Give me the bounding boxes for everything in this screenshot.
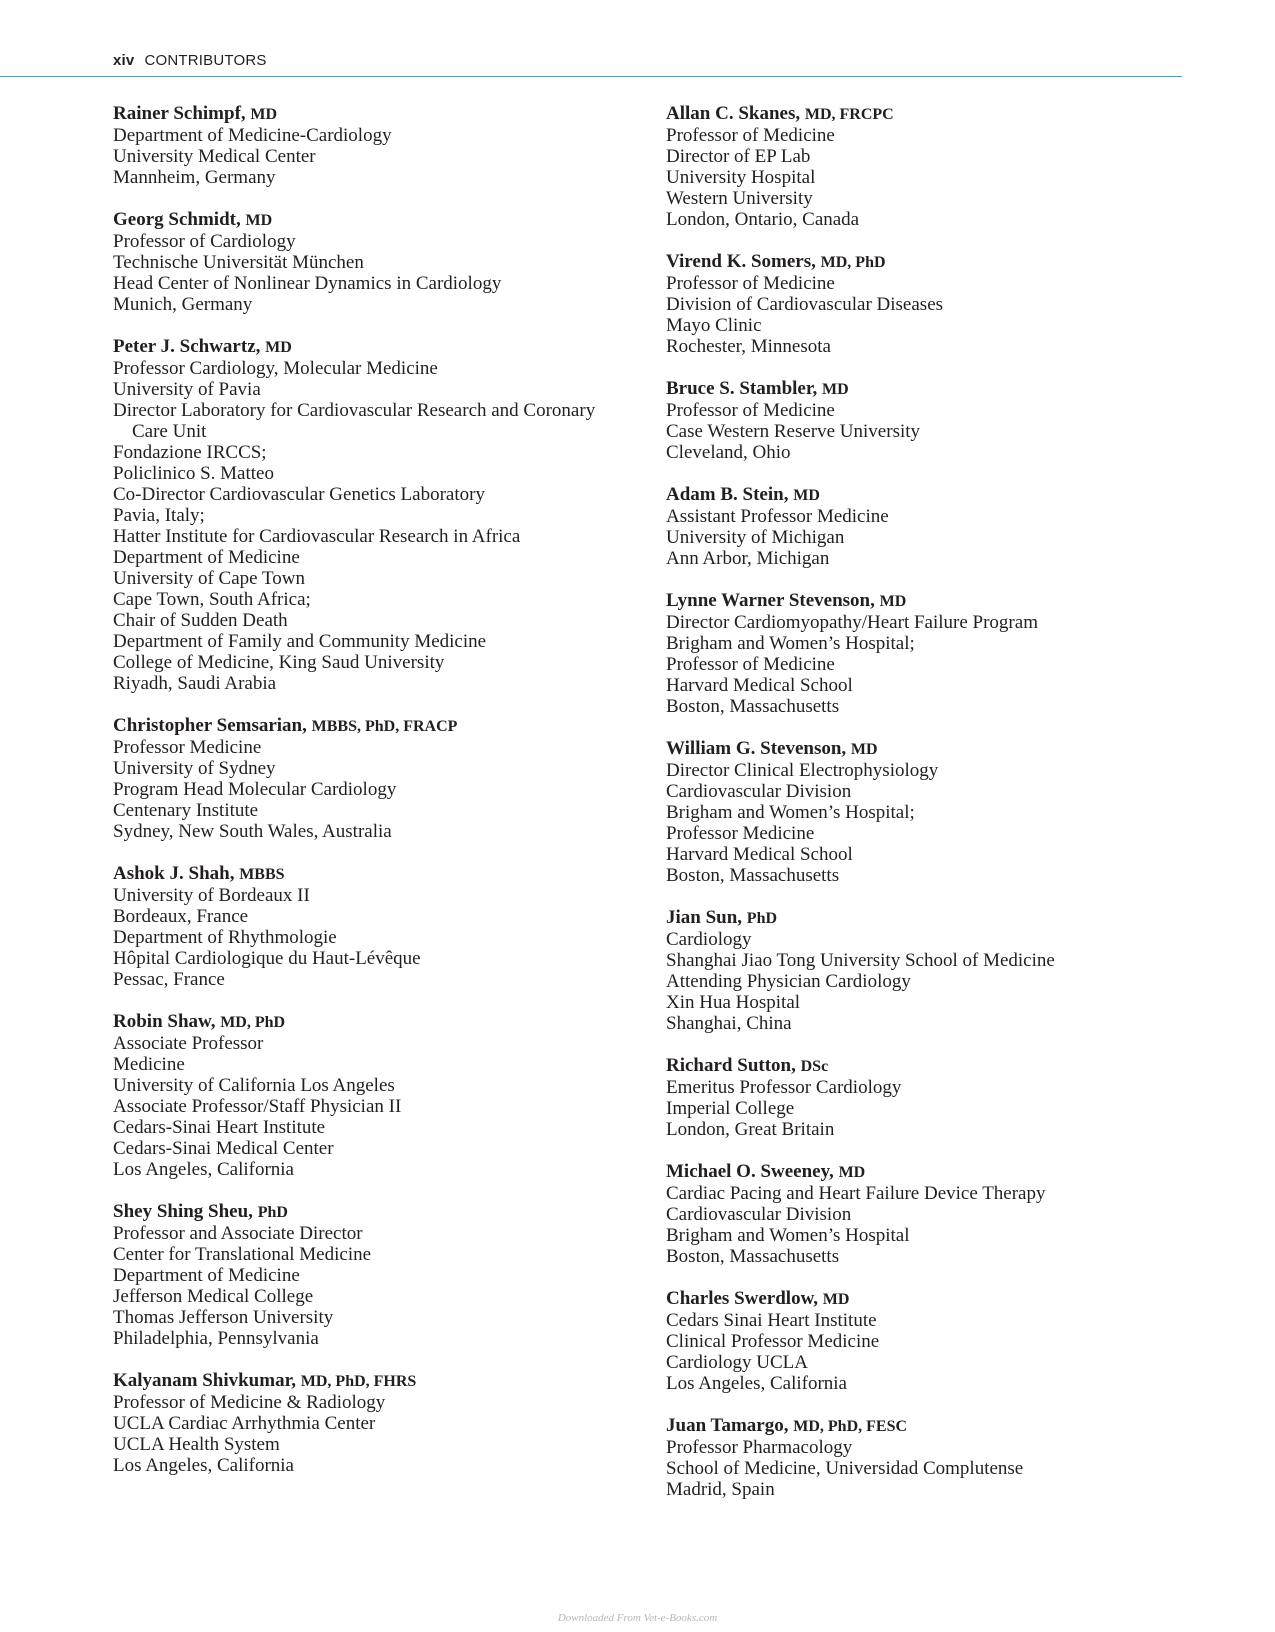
affiliation-line: Munich, Germany: [113, 294, 253, 315]
affiliation-line: Cedars-Sinai Heart Institute: [113, 1117, 326, 1138]
affiliation-line: Shanghai Jiao Tong University School of Medicine: [666, 950, 1055, 971]
affiliation-line: Los Angeles, California: [666, 1373, 847, 1394]
contributor-name-line: [113, 103, 653, 125]
contributor-name: Robin Shaw,: [113, 1011, 216, 1032]
contributor-name-line: [666, 1415, 1226, 1437]
contributor-credentials: MD: [250, 106, 278, 123]
contributor-credentials: MD: [838, 1164, 866, 1181]
affiliation-line: University of Pavia: [113, 379, 261, 400]
contributor-entry: [666, 378, 1226, 463]
affiliation-line: Professor of Medicine: [666, 125, 835, 146]
contributor-name: Adam B. Stein,: [666, 484, 789, 505]
affiliation-line: Department of Medicine-Cardiology: [113, 125, 392, 146]
contributor-name: Charles Swerdlow,: [666, 1288, 818, 1309]
running-title: CONTRIBUTORS: [144, 52, 267, 69]
affiliation-line: Professor and Associate Director: [113, 1223, 363, 1244]
affiliation-line: London, Ontario, Canada: [666, 209, 860, 230]
affiliation-line: Associate Professor: [113, 1033, 264, 1054]
contributor-credentials: MD, PhD: [220, 1014, 286, 1031]
affiliation-line: Fondazione IRCCS;: [113, 442, 267, 463]
contributor-name-line: [666, 738, 1226, 760]
contributor-name: Ashok J. Shah,: [113, 863, 235, 884]
contributor-credentials: MD, FRCPC: [804, 106, 894, 123]
affiliation-line: Cardiovascular Division: [666, 1204, 852, 1225]
affiliation-line: Pessac, France: [113, 969, 225, 990]
contributor-entry: [113, 1370, 653, 1476]
contributor-name: William G. Stevenson,: [666, 738, 847, 759]
affiliation-line: Harvard Medical School: [666, 844, 853, 865]
contributor-credentials: MD: [822, 1291, 850, 1308]
contributor-credentials: MD: [245, 212, 273, 229]
affiliation-line: Cardiology UCLA: [666, 1352, 808, 1373]
contributor-entry: [113, 1201, 653, 1349]
contributor-credentials: MD: [822, 381, 849, 398]
contributor-name: Jian Sun,: [666, 907, 743, 928]
contributor-credentials: DSc: [800, 1058, 829, 1075]
affiliation-line: Mannheim, Germany: [113, 167, 276, 188]
page-number: xiv: [113, 52, 135, 69]
contributor-name-line: [666, 251, 1226, 273]
affiliation-line: Bordeaux, France: [113, 906, 249, 927]
affiliation-line: Cedars Sinai Heart Institute: [666, 1310, 877, 1331]
affiliation-line: Clinical Professor Medicine: [666, 1331, 880, 1352]
contributor-name-line: [113, 863, 653, 885]
contributor-name-line: [113, 1201, 653, 1223]
affiliation-line: Policlinico S. Matteo: [113, 463, 274, 484]
affiliation-line: Case Western Reserve University: [666, 421, 921, 442]
header-rule: [0, 76, 1182, 77]
affiliation-line: Center for Translational Medicine: [113, 1244, 372, 1265]
affiliation-line: UCLA Health System: [113, 1434, 280, 1455]
affiliation-line: Professor of Medicine: [666, 273, 835, 294]
affiliation-line: Professor of Cardiology: [113, 231, 296, 252]
affiliation-line: Professor of Medicine: [666, 654, 835, 675]
affiliation-line: Hôpital Cardiologique du Haut-Lévêque: [113, 948, 421, 969]
affiliation-line: Boston, Massachusetts: [666, 696, 840, 717]
affiliation-line: Madrid, Spain: [666, 1479, 775, 1500]
affiliation-line: University of California Los Angeles: [113, 1075, 395, 1096]
affiliation-line: University Medical Center: [113, 146, 316, 167]
contributor-name-line: [666, 1288, 1226, 1310]
affiliation-line: Department of Family and Community Medicine: [113, 631, 487, 652]
affiliation-line: Brigham and Women’s Hospital;: [666, 633, 915, 654]
affiliation-line: University of Cape Town: [113, 568, 305, 589]
contributor-entry: [666, 1161, 1226, 1267]
contributor-entry: [666, 484, 1226, 569]
affiliation-line: Mayo Clinic: [666, 315, 762, 336]
contributor-name-line: [666, 1161, 1226, 1183]
affiliation-line: Philadelphia, Pennsylvania: [113, 1328, 319, 1349]
affiliation-line: Director Laboratory for Cardiovascular Research and Coronary: [113, 400, 596, 421]
contributor-name-line: [113, 1011, 653, 1033]
affiliation-line: Professor Pharmacology: [666, 1437, 853, 1458]
affiliation-line: Care Unit: [132, 421, 207, 442]
affiliation-line: School of Medicine, Universidad Complutense: [666, 1458, 1024, 1479]
affiliation-line: Cardiology: [666, 929, 752, 950]
affiliation-line: University of Michigan: [666, 527, 845, 548]
affiliation-line: Rochester, Minnesota: [666, 336, 831, 357]
contributor-credentials: MD, PhD, FHRS: [300, 1373, 417, 1390]
contributor-entry: [113, 103, 653, 188]
contributor-credentials: MD, PhD: [820, 254, 886, 271]
contributor-entry: [113, 1011, 653, 1180]
contributor-credentials: MD: [850, 741, 878, 758]
contributor-entry: [666, 103, 1226, 230]
contributor-name-line: [666, 484, 1226, 506]
contributor-entry: [666, 251, 1226, 357]
affiliation-line: University of Bordeaux II: [113, 885, 310, 906]
affiliation-line: Professor of Medicine: [666, 400, 835, 421]
contributor-credentials: PhD: [257, 1204, 288, 1221]
affiliation-line: Director of EP Lab: [666, 146, 811, 167]
contributor-name: Lynne Warner Stevenson,: [666, 590, 875, 611]
affiliation-line: Department of Rhythmologie: [113, 927, 337, 948]
affiliation-line: Professor Medicine: [666, 823, 815, 844]
affiliation-line: Harvard Medical School: [666, 675, 853, 696]
contributor-name-line: [113, 209, 653, 231]
contributor-credentials: MD: [793, 487, 820, 504]
contributor-entry: [113, 715, 653, 842]
contributor-name: Christopher Semsarian,: [113, 715, 307, 736]
affiliation-line: Los Angeles, California: [113, 1455, 294, 1476]
affiliation-line: Sydney, New South Wales, Australia: [113, 821, 392, 842]
contributor-name-line: [666, 103, 1226, 125]
affiliation-line: Brigham and Women’s Hospital;: [666, 802, 915, 823]
affiliation-line: Emeritus Professor Cardiology: [666, 1077, 902, 1098]
affiliation-line: Professor of Medicine & Radiology: [113, 1392, 386, 1413]
affiliation-line: Cardiac Pacing and Heart Failure Device Therapy: [666, 1183, 1046, 1204]
affiliation-line: Division of Cardiovascular Diseases: [666, 294, 944, 315]
watermark: Downloaded From Vet-e-Books.com: [557, 1612, 718, 1624]
right-column: [666, 103, 1226, 1521]
affiliation-line: Assistant Professor Medicine: [666, 506, 889, 527]
contributor-name: Michael O. Sweeney,: [666, 1161, 834, 1182]
affiliation-line: College of Medicine, King Saud University: [113, 652, 445, 673]
affiliation-line: Shanghai, China: [666, 1013, 792, 1034]
affiliation-line: Director Clinical Electrophysiology: [666, 760, 939, 781]
affiliation-line: Pavia, Italy;: [113, 505, 205, 526]
contributor-credentials: MBBS, PhD, FRACP: [311, 718, 458, 735]
contributor-entry: [113, 863, 653, 990]
contributor-name: Bruce S. Stambler,: [666, 378, 818, 399]
affiliation-line: Medicine: [113, 1054, 185, 1075]
affiliation-line: Los Angeles, California: [113, 1159, 294, 1180]
affiliation-line: Centenary Institute: [113, 800, 259, 821]
contributor-credentials: MBBS: [239, 866, 285, 883]
affiliation-line: Program Head Molecular Cardiology: [113, 779, 397, 800]
contributor-name: Rainer Schimpf,: [113, 103, 246, 124]
running-header: [113, 52, 267, 69]
contributor-name-line: [666, 378, 1226, 400]
affiliation-line: Co-Director Cardiovascular Genetics Laboratory: [113, 484, 485, 505]
affiliation-line: Ann Arbor, Michigan: [666, 548, 830, 569]
affiliation-line: Cardiovascular Division: [666, 781, 852, 802]
affiliation-line: Jefferson Medical College: [113, 1286, 314, 1307]
contributor-name-line: [113, 336, 653, 358]
contributor-entry: [666, 590, 1226, 717]
contributor-entry: [666, 907, 1226, 1034]
affiliation-line: Director Cardiomyopathy/Heart Failure Program: [666, 612, 1038, 633]
affiliation-line: Professor Cardiology, Molecular Medicine: [113, 358, 438, 379]
affiliation-line: Hatter Institute for Cardiovascular Research in Africa: [113, 526, 521, 547]
affiliation-line: Attending Physician Cardiology: [666, 971, 911, 992]
contributor-credentials: MD: [879, 593, 907, 610]
contributor-name: Juan Tamargo,: [666, 1415, 789, 1436]
affiliation-line: Technische Universität München: [113, 252, 364, 273]
affiliation-line: Western University: [666, 188, 813, 209]
contributor-entry: [113, 336, 653, 694]
contributor-name-line: [666, 907, 1226, 929]
contributor-credentials: MD: [265, 339, 292, 356]
contributor-name: Kalyanam Shivkumar,: [113, 1370, 297, 1391]
affiliation-line: University of Sydney: [113, 758, 276, 779]
contributor-entry: [666, 1055, 1226, 1140]
contributor-name: Shey Shing Sheu,: [113, 1201, 253, 1222]
contributor-name-line: [666, 1055, 1226, 1077]
contributor-credentials: MD, PhD, FESC: [793, 1418, 908, 1435]
affiliation-line: Cleveland, Ohio: [666, 442, 791, 463]
affiliation-line: Imperial College: [666, 1098, 795, 1119]
affiliation-line: Cape Town, South Africa;: [113, 589, 311, 610]
affiliation-line: Brigham and Women’s Hospital: [666, 1225, 910, 1246]
affiliation-line: Chair of Sudden Death: [113, 610, 288, 631]
affiliation-line: Riyadh, Saudi Arabia: [113, 673, 277, 694]
affiliation-line: London, Great Britain: [666, 1119, 835, 1140]
contributor-name-line: [666, 590, 1226, 612]
affiliation-line: Associate Professor/Staff Physician II: [113, 1096, 402, 1117]
contributor-entry: [666, 1288, 1226, 1394]
contributor-credentials: PhD: [746, 910, 778, 927]
contributor-name: Richard Sutton,: [666, 1055, 796, 1076]
affiliation-line: Boston, Massachusetts: [666, 865, 840, 886]
contributor-entry: [666, 1415, 1226, 1500]
contributor-name: Virend K. Somers,: [666, 251, 816, 272]
affiliation-line: Thomas Jefferson University: [113, 1307, 334, 1328]
contributor-name: Georg Schmidt,: [113, 209, 241, 230]
contributor-name: Allan C. Skanes,: [666, 103, 801, 124]
affiliation-line: UCLA Cardiac Arrhythmia Center: [113, 1413, 376, 1434]
contributor-name: Peter J. Schwartz,: [113, 336, 261, 357]
affiliation-line: Department of Medicine: [113, 547, 300, 568]
affiliation-line: Department of Medicine: [113, 1265, 300, 1286]
contributor-name-line: [113, 1370, 653, 1392]
affiliation-line: Head Center of Nonlinear Dynamics in Cardiology: [113, 273, 502, 294]
affiliation-line: Professor Medicine: [113, 737, 262, 758]
affiliation-line: University Hospital: [666, 167, 816, 188]
affiliation-line: Boston, Massachusetts: [666, 1246, 840, 1267]
contributor-entry: [666, 738, 1226, 886]
contributor-entry: [113, 209, 653, 315]
affiliation-line: Cedars-Sinai Medical Center: [113, 1138, 334, 1159]
contributor-name-line: [113, 715, 653, 737]
left-column: [113, 103, 653, 1497]
affiliation-line: Xin Hua Hospital: [666, 992, 801, 1013]
